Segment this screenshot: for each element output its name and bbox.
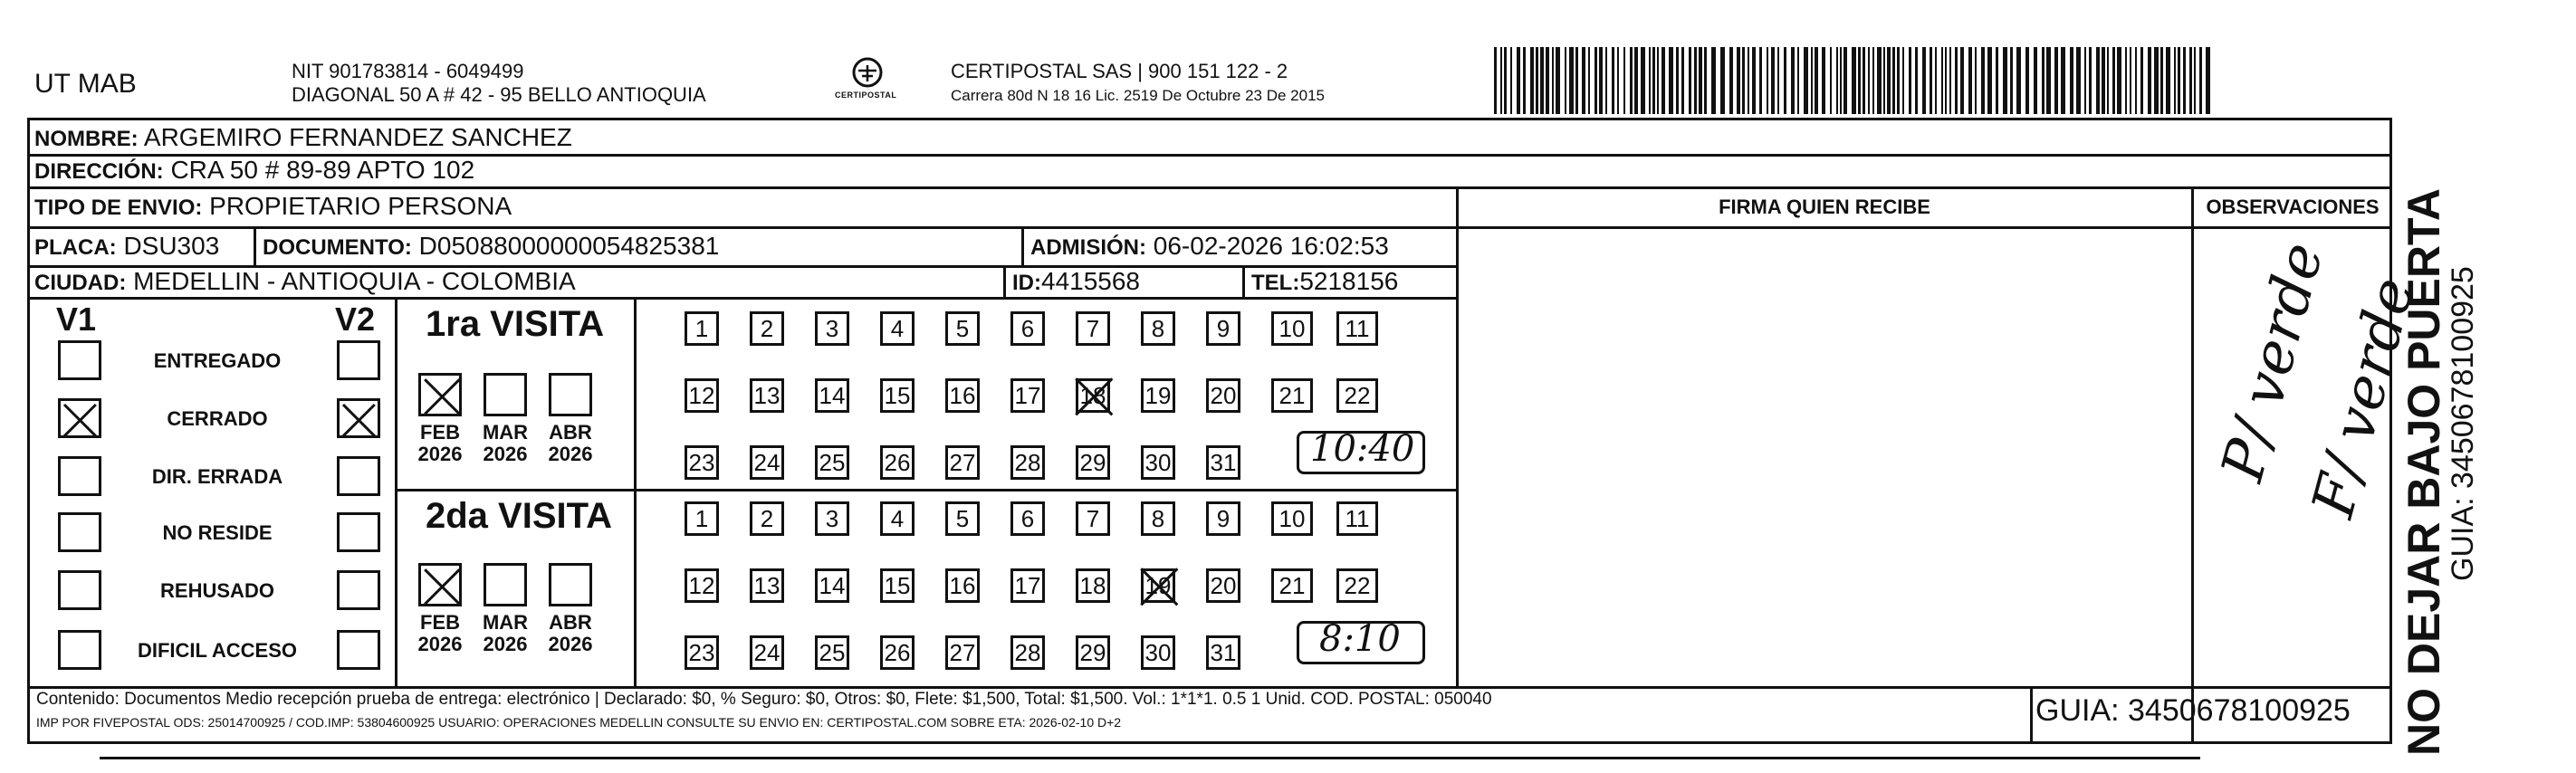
visit-2-day-box[interactable]: 12 [685, 568, 719, 603]
barcode-bar [1804, 47, 1808, 114]
v2-checkbox-cerrado[interactable] [337, 398, 380, 438]
visit-2-day-box[interactable]: 3 [815, 501, 849, 536]
barcode-bar [1945, 47, 1947, 114]
status-label: ENTREGADO [153, 349, 282, 372]
barcode-bar [1582, 47, 1585, 114]
barcode-bar [1657, 47, 1659, 114]
visit-1-day-box[interactable]: 4 [880, 311, 915, 346]
barcode-bar [2194, 47, 2196, 114]
visit-2-day-box[interactable]: 30 [1141, 635, 1175, 670]
side-guia: GUIA: 3450678100925 [2446, 266, 2480, 581]
barcode-bar [2070, 47, 2073, 114]
id-row: ID:4415568 [1012, 267, 1141, 295]
bottom-rule [100, 757, 2200, 759]
barcode-bar [1771, 47, 1775, 114]
observation-2: F/ verde [2300, 271, 2428, 525]
barcode-bar [1737, 47, 1740, 114]
recipient-name: ARGEMIRO FERNANDEZ SANCHEZ [143, 123, 572, 151]
barcode-bar [1494, 47, 1497, 114]
visit-2-title: 2da VISITA [426, 496, 612, 536]
recipient-name-row: NOMBRE: ARGEMIRO FERNANDEZ SANCHEZ [34, 123, 572, 151]
barcode-bar [1852, 47, 1856, 114]
barcode-bar [1872, 47, 1874, 114]
barcode-bar [2089, 47, 2092, 114]
plate: DSU303 [123, 232, 220, 260]
barcode-bar [2125, 47, 2127, 114]
barcode-bar [1915, 47, 1918, 114]
visit-1-day-box[interactable]: 13 [750, 378, 784, 413]
check-x-icon [341, 403, 378, 439]
visit-2-day-box[interactable]: 27 [945, 635, 980, 670]
v1-checkbox-rehusado[interactable] [58, 570, 101, 610]
side-warning: NO DEJAR BAJO PUERTA [2399, 188, 2449, 756]
barcode-bar [1540, 47, 1544, 114]
barcode-bar [1720, 47, 1725, 114]
barcode-bar [2061, 47, 2065, 114]
visit-1-day-box[interactable]: 23 [685, 445, 719, 480]
visit-1-day-box[interactable]: 18 [1076, 378, 1110, 413]
visit-2-day-box[interactable]: 17 [1010, 568, 1045, 603]
barcode-bar [1840, 47, 1842, 114]
visit-1-day-box[interactable]: 9 [1206, 311, 1240, 346]
barcode-bar [2183, 47, 2186, 114]
visit-2-day-box[interactable]: 26 [880, 635, 915, 670]
barcode-bar [1634, 47, 1638, 114]
barcode-bar [1955, 47, 1958, 114]
barcode-bar [1777, 47, 1779, 114]
visit-1-title: 1ra VISITA [426, 304, 605, 344]
barcode-bar [1930, 47, 1932, 114]
visit-2-day-box[interactable]: 29 [1076, 635, 1110, 670]
check-x-icon [423, 377, 463, 417]
guia-number: GUIA: 3450678100925 [2035, 693, 2351, 728]
footer-content-line: Contenido: Documentos Medio recepción prueba de entrega: electrónico | Declarado: $0, % Seguro: $0, Otros: $0, Flete: $1,500, Total: $1,500. Vol.: 1*1*1. 0.5 1 Unid. COD. POSTAL: 050040 [36, 690, 1492, 709]
barcode-bar [2010, 47, 2013, 114]
barcode-bar [1652, 47, 1655, 114]
v1-checkbox-dificil-acceso[interactable] [58, 630, 101, 670]
visit-1-day-box[interactable]: 10 [1271, 311, 1313, 346]
barcode-bar [1623, 47, 1625, 114]
barcode-bar [1887, 47, 1891, 114]
visit-2-day-box[interactable]: 20 [1206, 568, 1240, 603]
v2-checkbox-rehusado[interactable] [337, 570, 380, 610]
visit-1-month-label: ABR 2026 [548, 421, 593, 465]
visit-1-day-box[interactable]: 6 [1010, 311, 1045, 346]
barcode-bar [1594, 47, 1597, 114]
barcode-bar [1987, 47, 1992, 114]
visit-2-day-box[interactable]: 25 [815, 635, 849, 670]
barcode-bar [1949, 47, 1951, 114]
visit-2-day-box[interactable]: 7 [1076, 501, 1110, 536]
visit-1-day-box[interactable]: 27 [945, 445, 980, 480]
visit-2-day-box[interactable]: 8 [1141, 501, 1175, 536]
visit-2-day-box[interactable]: 6 [1010, 501, 1045, 536]
visit-2-month-checkbox[interactable] [418, 563, 462, 606]
barcode-bar [1996, 47, 1998, 114]
admission-row: ADMISIÓN: 06-02-2026 16:02:53 [1030, 232, 1389, 260]
plate-row: PLACA: DSU303 [34, 232, 220, 260]
visit-1-day-box[interactable]: 21 [1271, 378, 1313, 413]
company-name: UT MAB [34, 69, 137, 99]
barcode-bar [1742, 47, 1745, 114]
visit-1-time-box [1297, 428, 1425, 474]
visit-2-day-box[interactable]: 28 [1010, 635, 1045, 670]
barcode-bar [1729, 47, 1733, 114]
barcode-bar [2117, 47, 2121, 114]
v2-checkbox-dir-errada[interactable] [337, 456, 380, 496]
visit-2-day-box[interactable]: 1 [685, 501, 719, 536]
visit-1-month-label: FEB 2026 [417, 421, 463, 465]
recipient-address: CRA 50 # 89-89 APTO 102 [170, 156, 475, 184]
visit-1-day-box[interactable]: 8 [1141, 311, 1175, 346]
visit-1-day-box[interactable]: 7 [1076, 311, 1110, 346]
barcode-bar [1784, 47, 1786, 114]
visit-2-month-label: MAR 2026 [482, 611, 529, 655]
tel-row: TEL:5218156 [1251, 267, 1399, 295]
barcode-bar [1935, 47, 1937, 114]
visit-2-day-box[interactable]: 2 [750, 501, 784, 536]
visit-2-day-box[interactable]: 5 [945, 501, 980, 536]
barcode-bar [2096, 47, 2100, 114]
barcode-bar [1711, 47, 1716, 114]
barcode-bar [1830, 47, 1832, 114]
visit-1-day-box[interactable]: 19 [1141, 378, 1175, 413]
admission-datetime: 06-02-2026 16:02:53 [1153, 232, 1389, 260]
barcode-bar [1556, 47, 1560, 114]
barcode-bar [2166, 47, 2170, 114]
barcode-bar [2102, 47, 2105, 114]
v1-checkbox-entregado[interactable] [58, 340, 101, 380]
barcode-bar [1897, 47, 1900, 114]
barcode-bar [1649, 47, 1651, 114]
city: MEDELLIN - ANTIOQUIA - COLOMBIA [133, 267, 576, 295]
shipment-type-row: TIPO DE ENVIO: PROPIETARIO PERSONA [34, 192, 512, 220]
visit-2-day-box[interactable]: 19 [1141, 568, 1175, 603]
barcode-bar [1669, 47, 1673, 114]
shipment-type: PROPIETARIO PERSONA [209, 192, 512, 220]
barcode-bar [1748, 47, 1749, 114]
barcode-bar [1681, 47, 1684, 114]
barcode-bar [1759, 47, 1762, 114]
visit-2-day-box[interactable]: 9 [1206, 501, 1240, 536]
barcode-bar [2107, 47, 2109, 114]
visit-1-day-box[interactable]: 3 [815, 311, 849, 346]
barcode-bar [1877, 47, 1882, 114]
check-x-icon [62, 403, 99, 439]
barcode-bar [2130, 47, 2131, 114]
visit-2-day-box[interactable]: 4 [880, 501, 915, 536]
visit-1-day-box[interactable]: 11 [1336, 311, 1378, 346]
status-label: DIR. ERRADA [151, 465, 283, 488]
company-nit: NIT 901783814 - 6049499 [292, 60, 524, 82]
barcode-bar [1523, 47, 1526, 114]
barcode-bar [1617, 47, 1619, 114]
carrier-name: CERTIPOSTAL SAS | 900 151 122 - 2 [951, 60, 1288, 82]
barcode-bar [1704, 47, 1707, 114]
visit-1-day-box[interactable]: 14 [815, 378, 849, 413]
company-address: DIAGONAL 50 A # 42 - 95 BELLO ANTIOQUIA [292, 83, 706, 106]
recipient-address-row: DIRECCIÓN: CRA 50 # 89-89 APTO 102 [34, 156, 475, 184]
barcode-bar [2174, 47, 2176, 114]
visit-2-day-box[interactable]: 18 [1076, 568, 1110, 603]
v2-checkbox-entregado[interactable] [337, 340, 380, 380]
visit-2-month-label: FEB 2026 [417, 611, 463, 655]
check-x-icon [423, 568, 463, 607]
visit-1-day-box[interactable]: 30 [1141, 445, 1175, 480]
barcode-bar [1552, 47, 1554, 114]
v1-label: V1 [56, 301, 97, 338]
carrier-license: Carrera 80d N 18 16 Lic. 2519 De Octubre 23 De 2015 [951, 87, 1325, 104]
visit-2-month-label: ABR 2026 [548, 611, 593, 655]
barcode-bar [1975, 47, 1977, 114]
v1-checkbox-dir-errada[interactable] [58, 456, 101, 496]
footer-print-line: IMP POR FIVEPOSTAL ODS: 25014700925 / COD.IMP: 53804600925 USUARIO: OPERACIONES MEDELLIN CONSULTE SU ENVIO EN: CERTIPOSTAL.COM SOBRE ETA: 2026-02-10 D+2 [36, 715, 1122, 730]
barcode-bar [2034, 47, 2037, 114]
barcode-bar [1863, 47, 1865, 114]
barcode-bar [1510, 47, 1512, 114]
barcode-bar [2199, 47, 2202, 114]
visit-2-day-box[interactable]: 24 [750, 635, 784, 670]
visit-1-day-box[interactable]: 16 [945, 378, 980, 413]
visit-1-day-box[interactable]: 22 [1336, 378, 1378, 413]
visit-1-day-box[interactable]: 29 [1076, 445, 1110, 480]
v2-checkbox-dificil-acceso[interactable] [337, 630, 380, 670]
visit-2-day-box[interactable]: 21 [1271, 568, 1313, 603]
barcode-bar [1500, 47, 1502, 114]
barcode [1494, 47, 2218, 114]
barcode-bar [1694, 47, 1697, 114]
barcode-bar [1689, 47, 1691, 114]
visit-1-day-box[interactable]: 28 [1010, 445, 1045, 480]
barcode-bar [1565, 47, 1566, 114]
barcode-bar [2046, 47, 2051, 114]
barcode-bar [1661, 47, 1665, 114]
observations-header: OBSERVACIONES [2206, 196, 2380, 218]
barcode-bar [1836, 47, 1838, 114]
barcode-bar [1883, 47, 1885, 114]
recipient-id: 4415568 [1041, 267, 1141, 295]
barcode-bar [1569, 47, 1574, 114]
visit-2-time: 8:10 [1319, 618, 1401, 660]
visit-1-day-box[interactable]: 17 [1010, 378, 1045, 413]
signature-header: FIRMA QUIEN RECIBE [1719, 196, 1930, 218]
observation-1: P/ verde [2209, 235, 2337, 489]
visit-1-day-box[interactable]: 15 [880, 378, 915, 413]
barcode-bar [2112, 47, 2115, 114]
visit-1-day-box[interactable]: 24 [750, 445, 784, 480]
visit-2-day-box[interactable]: 11 [1336, 501, 1378, 536]
visit-2-day-box[interactable]: 23 [685, 635, 719, 670]
document-row: DOCUMENTO: D05088000000054825381 [263, 232, 720, 260]
barcode-bar [1546, 47, 1549, 114]
barcode-bar [1922, 47, 1926, 114]
status-label: REHUSADO [160, 579, 274, 602]
barcode-bar [2189, 47, 2192, 114]
status-label: DIFICIL ACCESO [137, 639, 297, 662]
barcode-bar [1858, 47, 1861, 114]
visit-1-day-box[interactable]: 1 [685, 311, 719, 346]
visit-1-month-checkbox[interactable] [549, 373, 592, 416]
visit-2-day-box[interactable]: 22 [1336, 568, 1378, 603]
city-row: CIUDAD: MEDELLIN - ANTIOQUIA - COLOMBIA [34, 267, 576, 295]
barcode-bar [1630, 47, 1633, 114]
barcode-bar [1605, 47, 1607, 114]
visit-1-day-box[interactable]: 2 [750, 311, 784, 346]
visit-1-day-box[interactable]: 20 [1206, 378, 1240, 413]
visit-2-month-checkbox[interactable] [549, 563, 592, 606]
status-label: CERRADO [167, 407, 268, 430]
barcode-bar [2140, 47, 2143, 114]
barcode-bar [1843, 47, 1847, 114]
barcode-bar [1504, 47, 1507, 114]
barcode-bar [2178, 47, 2180, 114]
visit-2-month-checkbox[interactable] [484, 563, 527, 606]
barcode-bar [2025, 47, 2029, 114]
visit-1-day-box[interactable]: 12 [685, 378, 719, 413]
barcode-bar [1752, 47, 1756, 114]
visit-2-day-box[interactable]: 31 [1206, 635, 1240, 670]
v1-checkbox-cerrado[interactable] [58, 398, 101, 438]
barcode-bar [1612, 47, 1614, 114]
barcode-bar [1536, 47, 1538, 114]
barcode-bar [1981, 47, 1985, 114]
visit-1-day-box[interactable]: 5 [945, 311, 980, 346]
recipient-tel: 5218156 [1299, 267, 1399, 295]
barcode-bar [1892, 47, 1895, 114]
status-label: NO RESIDE [162, 521, 273, 544]
barcode-bar [2003, 47, 2007, 114]
barcode-bar [1530, 47, 1534, 114]
barcode-bar [1941, 47, 1943, 114]
barcode-bar [1767, 47, 1768, 114]
barcode-bar [1588, 47, 1590, 114]
barcode-bar [1676, 47, 1679, 114]
v2-checkbox-no-reside[interactable] [337, 512, 380, 552]
barcode-bar [1822, 47, 1825, 114]
v2-label: V2 [335, 301, 376, 338]
barcode-bar [2042, 47, 2045, 114]
visit-2-day-box[interactable]: 16 [945, 568, 980, 603]
document-number: D05088000000054825381 [418, 232, 720, 260]
barcode-bar [2206, 47, 2210, 114]
barcode-bar [1517, 47, 1520, 114]
barcode-bar [1968, 47, 1972, 114]
visit-1-day-box[interactable]: 25 [815, 445, 849, 480]
barcode-bar [1599, 47, 1603, 114]
visit-1-day-box[interactable]: 26 [880, 445, 915, 480]
barcode-bar [2054, 47, 2058, 114]
barcode-bar [1791, 47, 1795, 114]
barcode-bar [2016, 47, 2021, 114]
visit-1-time: 10:40 [1310, 428, 1415, 470]
barcode-bar [2135, 47, 2137, 114]
barcode-bar [2084, 47, 2086, 114]
v1-checkbox-no-reside[interactable] [58, 512, 101, 552]
certipostal-logo: CERTIPOSTAL [838, 54, 896, 109]
barcode-bar [1815, 47, 1818, 114]
barcode-bar [2154, 47, 2159, 114]
barcode-bar [1641, 47, 1645, 114]
visit-1-day-box[interactable]: 31 [1206, 445, 1240, 480]
barcode-bar [1960, 47, 1964, 114]
barcode-bar [1699, 47, 1702, 114]
barcode-bar [1811, 47, 1813, 114]
visit-2-day-box[interactable]: 13 [750, 568, 784, 603]
barcode-bar [2076, 47, 2081, 114]
barcode-bar [1902, 47, 1904, 114]
barcode-bar [2160, 47, 2163, 114]
visit-2-day-box[interactable]: 10 [1271, 501, 1313, 536]
barcode-bar [1575, 47, 1578, 114]
visit-1-month-label: MAR 2026 [482, 421, 529, 465]
barcode-bar [1868, 47, 1870, 114]
visit-2-time-box [1297, 618, 1425, 664]
visit-2-day-box[interactable]: 14 [815, 568, 849, 603]
barcode-bar [1797, 47, 1799, 114]
barcode-bar [2148, 47, 2151, 114]
visit-2-day-box[interactable]: 15 [880, 568, 915, 603]
visit-1-month-checkbox[interactable] [484, 373, 527, 416]
visit-1-month-checkbox[interactable] [418, 373, 462, 416]
barcode-bar [1909, 47, 1911, 114]
